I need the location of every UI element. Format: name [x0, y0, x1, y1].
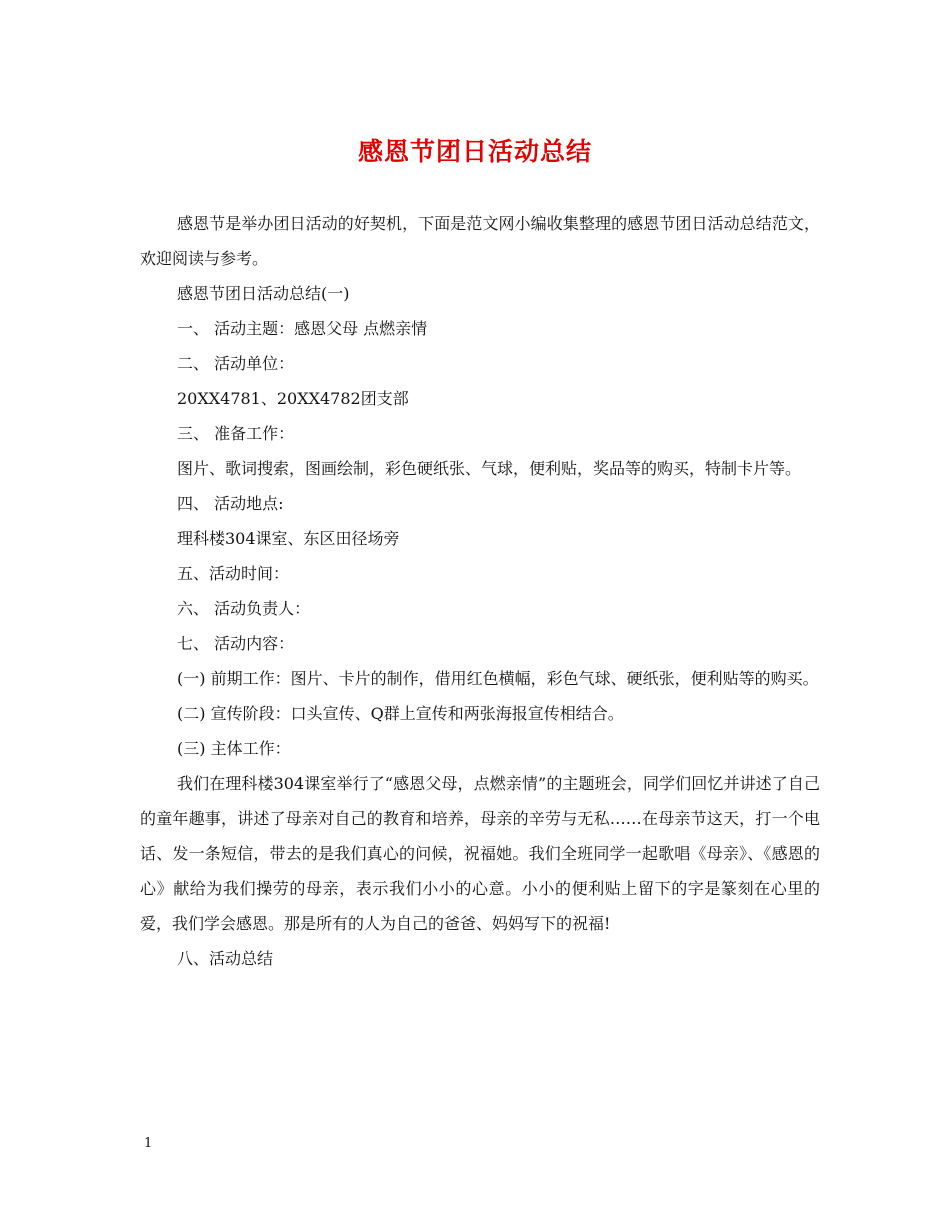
paragraph-main-work-detail: 我们在理科楼304课室举行了“感恩父母，点燃亲情”的主题班会，同学们回忆并讲述了自己的童年趣事，讲述了母亲对自己的教育和培养，母亲的辛劳与无私……在母亲节这天，打一个电话、发一条短信，带去的是我们真心的问候，祝福她。我们全班同学一起歌唱《母亲》、《感恩的心》献给为我们操劳的母亲，表示我们小小的心意。小小的便利贴上留下的字是篆刻在心里的爱，我们学会感恩。那是所有的人为自己的爸爸、妈妈写下的祝福!	[140, 774, 820, 933]
paragraph-content: 七、 活动内容：	[177, 634, 295, 653]
page-number: 1	[144, 1136, 153, 1151]
paragraph-pre-work: (一) 前期工作：图片、卡片的制作，借用红色横幅，彩色气球、硬纸张，便利贴等的购买。	[177, 669, 819, 688]
document-body	[140, 206, 820, 976]
document-title: 感恩节团日活动总结	[357, 137, 592, 166]
paragraph-person-in-charge: 六、 活动负责人：	[177, 599, 311, 618]
paragraph-activity-unit: 二、 活动单位：	[177, 354, 295, 373]
paragraph-preparation-detail: 图片、歌词搜索，图画绘制，彩色硬纸张、气球，便利贴，奖品等的购买，特制卡片等。	[177, 459, 802, 478]
paragraph-location: 四、 活动地点:	[177, 494, 284, 513]
paragraph-preparation: 三、 准备工作：	[177, 424, 295, 443]
paragraph-section-heading: 感恩节团日活动总结(一)	[177, 284, 350, 303]
paragraph-intro: 感恩节是举办团日活动的好契机，下面是范文网小编收集整理的感恩节团日活动总结范文，欢迎阅读与参考。	[140, 214, 820, 268]
paragraph-activity-theme: 一、 活动主题：感恩父母 点燃亲情	[177, 319, 428, 338]
paragraph-unit-names: 20XX4781、20XX4782团支部	[177, 389, 409, 408]
paragraph-time: 五、活动时间：	[177, 564, 290, 583]
paragraph-publicity: (二) 宣传阶段：口头宣传、Q群上宣传和两张海报宣传相结合。	[177, 704, 624, 723]
paragraph-summary-heading: 八、活动总结	[177, 949, 274, 968]
paragraph-main-work: (三) 主体工作：	[177, 739, 291, 758]
paragraph-location-detail: 理科楼304课室、东区田径场旁	[177, 529, 400, 548]
